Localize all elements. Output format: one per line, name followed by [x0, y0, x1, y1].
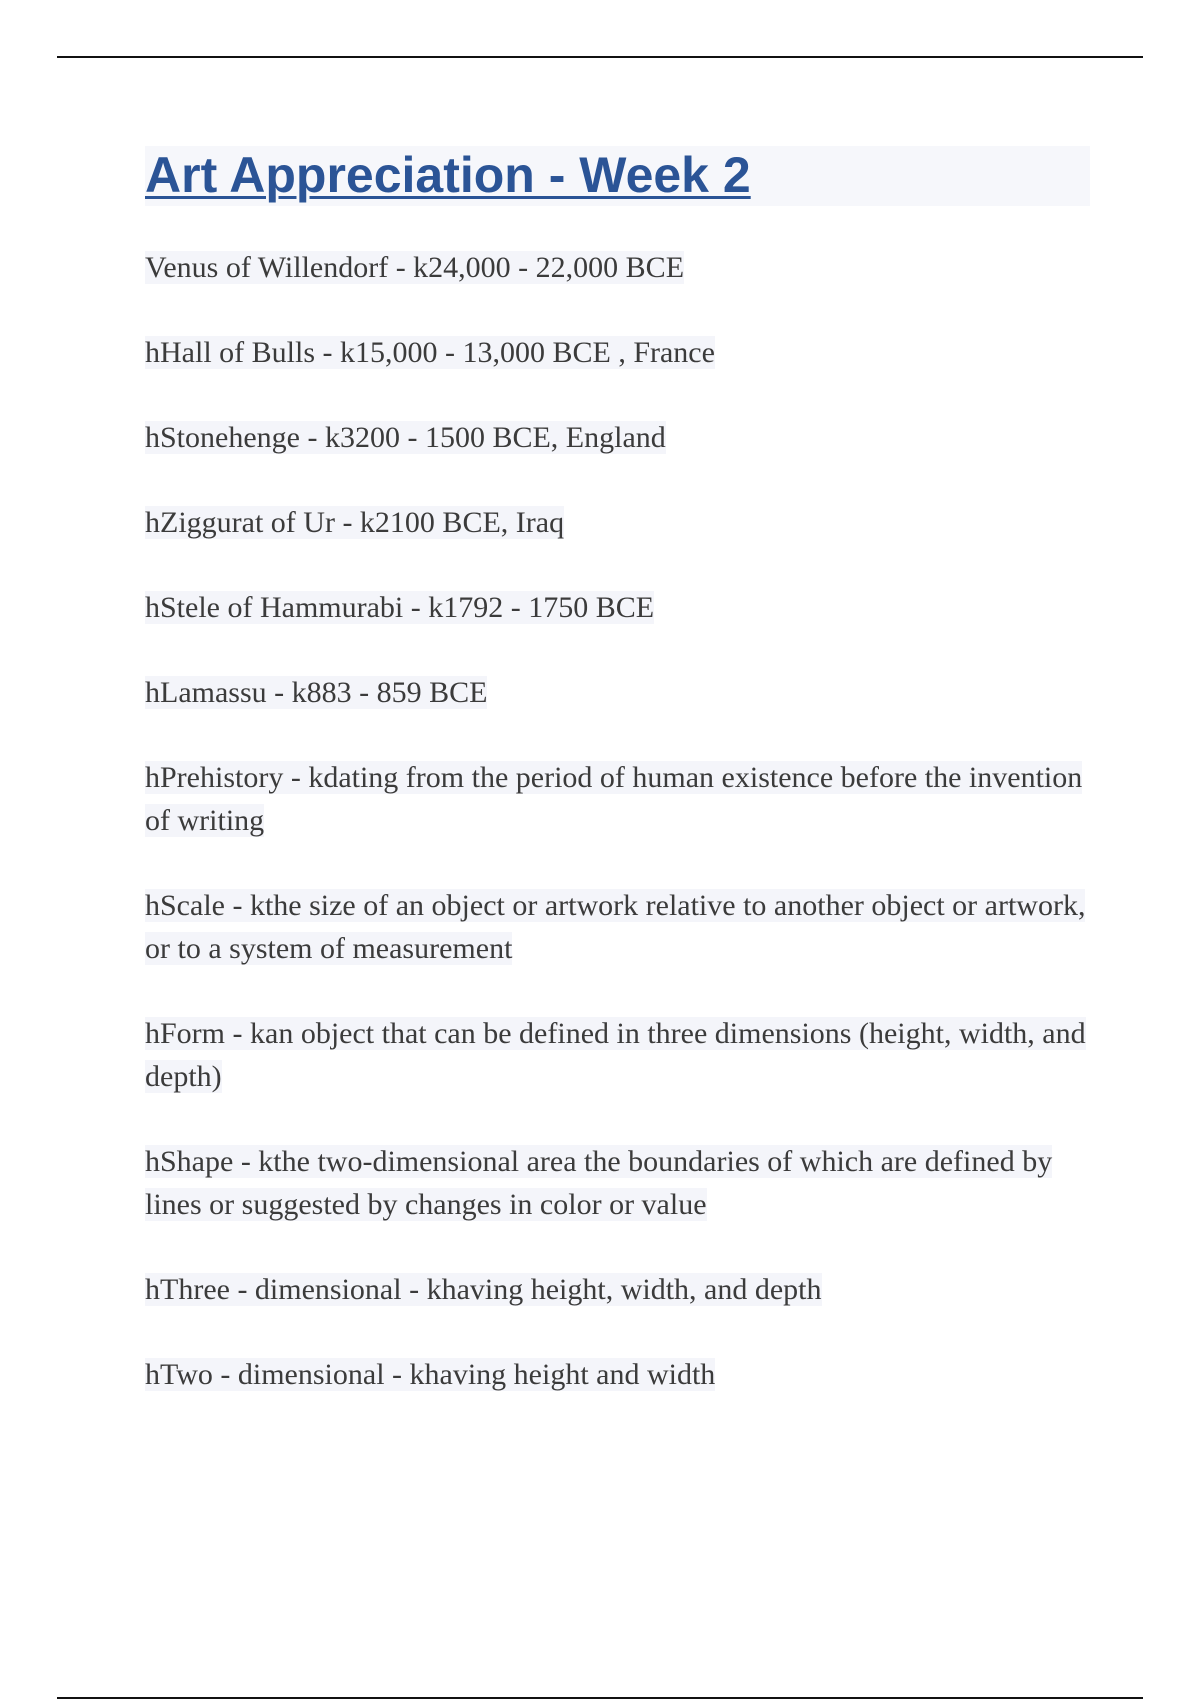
- entry-text: hTwo - dimensional - khaving height and width: [145, 1358, 716, 1391]
- entry-text: hLamassu - k883 - 859 BCE: [145, 676, 488, 709]
- entry-text: hHall of Bulls - k15,000 - 13,000 BCE , France: [145, 336, 715, 369]
- entry-text: hZiggurat of Ur - k2100 BCE, Iraq: [145, 506, 565, 539]
- entry-text: Venus of Willendorf - k24,000 - 22,000 BCE: [145, 251, 685, 284]
- entry-text: hShape - kthe two-dimensional area the boundaries of which are defined by lines or suggested by changes in color or value: [145, 1145, 1053, 1221]
- entry-text: hScale - kthe size of an object or artwork relative to another object or artwork, or to a system of measurement: [145, 889, 1086, 965]
- entry-text: hThree - dimensional - khaving height, width, and depth: [145, 1273, 822, 1306]
- entry-two-dimensional: [145, 1353, 1090, 1396]
- entry-text: hForm - kan object that can be defined in three dimensions (height, width, and depth): [145, 1017, 1086, 1093]
- entry-ziggurat-of-ur: [145, 501, 1090, 544]
- entry-text: hStele of Hammurabi - k1792 - 1750 BCE: [145, 591, 655, 624]
- entry-text: hStonehenge - k3200 - 1500 BCE, England: [145, 421, 666, 454]
- entry-prehistory: [145, 756, 1090, 842]
- entry-form: [145, 1012, 1090, 1098]
- entry-stele-of-hammurabi: [145, 586, 1090, 629]
- bottom-rule: [57, 1697, 1143, 1699]
- entry-three-dimensional: [145, 1268, 1090, 1311]
- entry-hall-of-bulls: [145, 331, 1090, 374]
- entry-text: hPrehistory - kdating from the period of human existence before the invention of writing: [145, 761, 1083, 837]
- entry-shape: [145, 1140, 1090, 1226]
- entry-scale: [145, 884, 1090, 970]
- entry-list: [145, 246, 1090, 1438]
- entry-venus-of-willendorf: [145, 246, 1090, 289]
- entry-lamassu: [145, 671, 1090, 714]
- entry-stonehenge: [145, 416, 1090, 459]
- document-title: Art Appreciation - Week 2: [145, 147, 751, 203]
- top-rule: [57, 56, 1143, 58]
